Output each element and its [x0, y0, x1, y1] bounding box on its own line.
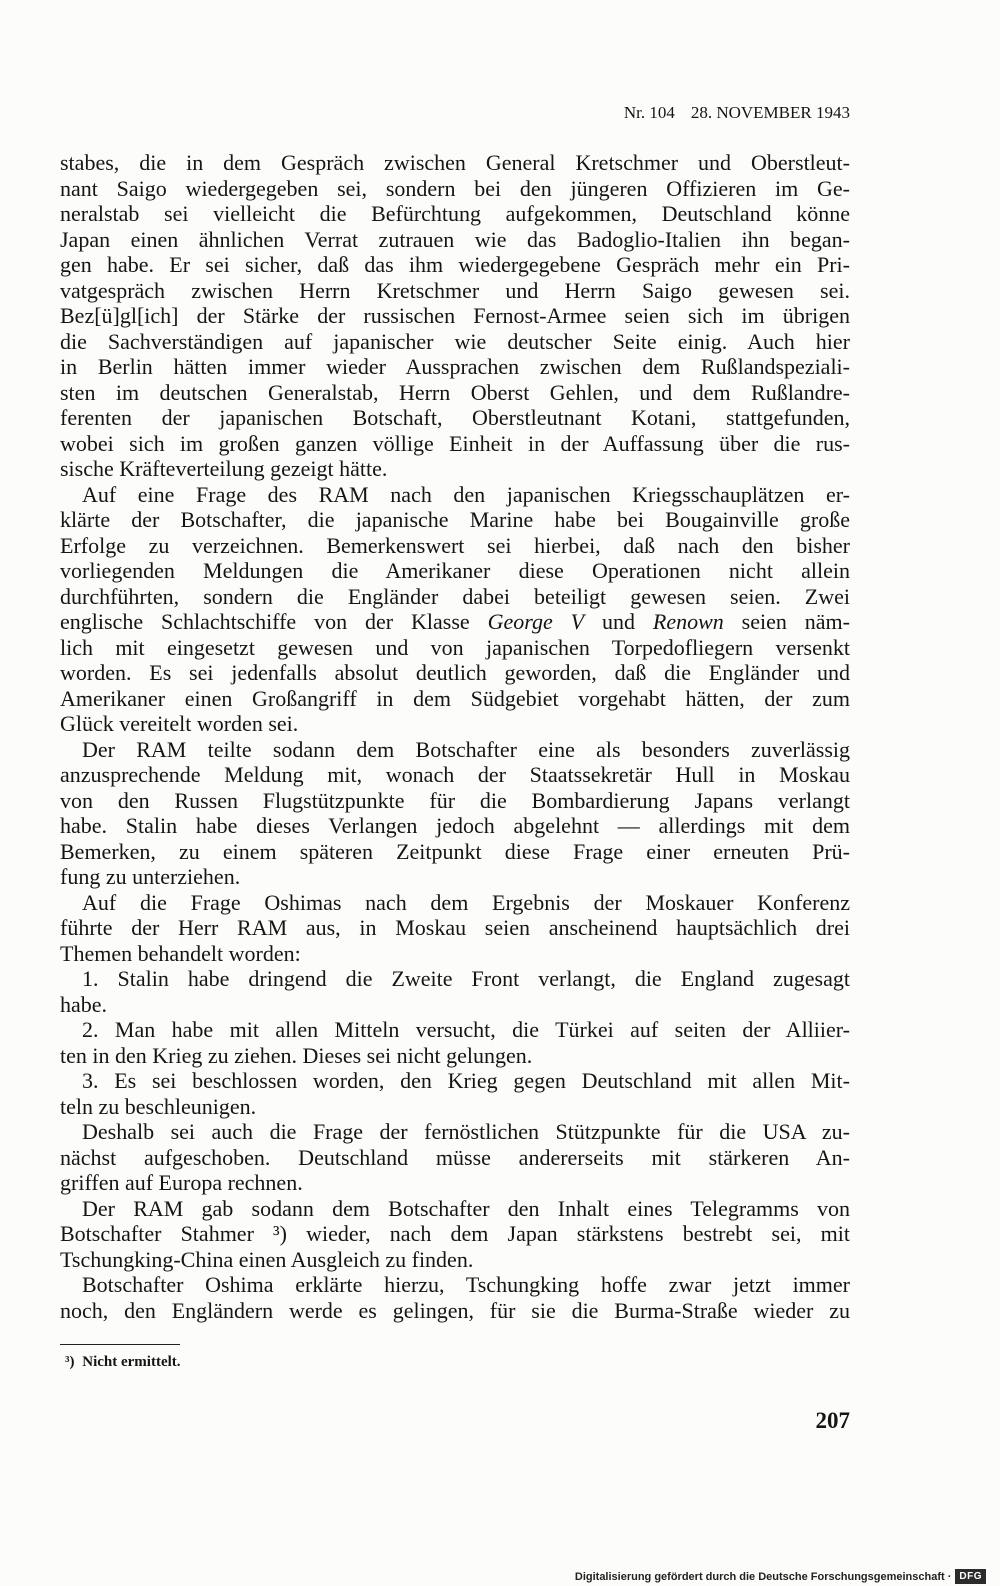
paragraph — [60, 1119, 850, 1196]
text-line: englische Schlachtschiffe von der Klasse George V und Renown seien näm- — [60, 609, 850, 634]
text-line: nant Saigo wiedergegeben sei, sondern bei den jüngeren Offizieren im Ge- — [60, 175, 850, 201]
credit-text: Digitalisierung gefördert durch die Deutsche Forschungsgemeinschaft · — [574, 1570, 952, 1583]
footnote — [65, 1353, 181, 1371]
text-line: ferenten der japanischen Botschaft, Oberstleutnant Kotani, stattgefunden, — [60, 405, 850, 430]
body-text — [60, 150, 850, 1323]
paragraph — [60, 150, 850, 482]
text-line: Auf eine Frage des RAM nach den japanischen Kriegsschauplätzen er- — [82, 481, 850, 507]
text-line: Themen behandelt worden: — [60, 940, 301, 966]
document-number: Nr. 104 — [623, 103, 675, 122]
text-line: sische Kräfteverteilung gezeigt hätte. — [60, 456, 388, 481]
footnote-marker: ³) — [65, 1354, 75, 1370]
document-date: 28. NOVEMBER 1943 — [690, 103, 850, 122]
text-line: noch, den Engländern werde es gelingen, für sie die Burma-Straße wieder zu — [60, 1297, 850, 1323]
text-line: wobei sich im großen ganzen völlige Einheit in der Auffassung über die rus- — [60, 430, 850, 456]
text-line: führte der Herr RAM aus, in Moskau seien anscheinend hauptsächlich drei — [60, 915, 850, 940]
text-line: Auf die Frage Oshimas nach dem Ergebnis der Moskauer Konferenz — [82, 889, 850, 915]
text-line: worden. Es sei jedenfalls absolut deutlich geworden, daß die Engländer und — [60, 660, 850, 685]
text-line: in Berlin hätten immer wieder Aussprachen zwischen dem Rußlandspeziali- — [60, 354, 850, 379]
running-header — [624, 103, 850, 123]
text-line: Bemerken, zu einem späteren Zeitpunkt diese Frage einer erneuten Prü- — [60, 838, 850, 864]
text-line: Deshalb sei auch die Frage der fernöstlichen Stützpunkte für die USA zu- — [82, 1119, 850, 1144]
text-line: klärte der Botschafter, die japanische Marine habe bei Bougainville große — [60, 507, 850, 532]
page-number: 207 — [815, 1408, 850, 1433]
text-line: von den Russen Flugstützpunkte für die Bombardierung Japans verlangt — [60, 787, 850, 813]
text-line: fung zu unterziehen. — [60, 864, 241, 889]
paragraph — [60, 1068, 850, 1119]
text-line: Botschafter Oshima erklärte hierzu, Tschungking hoffe zwar jetzt immer — [82, 1272, 850, 1297]
footnote-divider — [60, 1344, 180, 1345]
text-line: 3. Es sei beschlossen worden, den Krieg gegen Deutschland mit allen Mit- — [82, 1068, 850, 1093]
paragraph — [60, 890, 850, 967]
digitization-credit — [575, 1569, 986, 1584]
text-line: Der RAM gab sodann dem Botschafter den Inhalt eines Telegramms von — [82, 1195, 850, 1221]
text-line: Glück vereitelt worden sei. — [60, 711, 299, 736]
text-line: ten in den Krieg zu ziehen. Dieses sei nicht gelungen. — [60, 1042, 533, 1068]
text-line: nächst aufgeschoben. Deutschland müsse andererseits mit stärkeren An- — [60, 1144, 850, 1170]
text-line: Bez[ü]gl[ich] der Stärke der russischen Fernost-Armee seien sich im übrigen — [60, 303, 850, 328]
text-line: 2. Man habe mit allen Mitteln versucht, die Türkei auf seiten der Alliier- — [82, 1017, 850, 1042]
text-line: habe. Stalin habe dieses Verlangen jedoch abgelehnt — allerdings mit dem — [60, 813, 850, 838]
text-line: Botschafter Stahmer ³) wieder, nach dem Japan stärkstens bestrebt sei, mit — [60, 1221, 850, 1246]
dfg-logo: DFG — [955, 1569, 986, 1584]
text-line: sten im deutschen Generalstab, Herrn Oberst Gehlen, und dem Rußlandre- — [60, 379, 850, 405]
text-line: Amerikaner einen Großangriff in dem Südgebiet vorgehabt hätten, der zum — [60, 685, 850, 711]
text-line: habe. — [60, 991, 108, 1017]
italic-text: George V — [487, 609, 585, 634]
paragraph — [60, 966, 850, 1017]
text-line: Japan einen ähnlichen Verrat zutrauen wie das Badoglio-Italien ihn began- — [60, 226, 850, 252]
text-line: stabes, die in dem Gespräch zwischen General Kretschmer und Oberstleut- — [60, 150, 850, 175]
text-line: gen habe. Er sei sicher, daß das ihm wiedergegebene Gespräch mehr ein Pri- — [60, 252, 850, 277]
text-line: durchführten, sondern die Engländer dabei beteiligt gewesen seien. Zwei — [60, 583, 850, 609]
paragraph — [60, 1017, 850, 1068]
text-line: lich mit eingesetzt gewesen und von japanischen Torpedofliegern versenkt — [60, 634, 850, 660]
text-line: Tschungking-China einen Ausgleich zu finden. — [60, 1246, 474, 1272]
footnote-text: Nicht ermittelt. — [82, 1354, 181, 1370]
paragraph — [60, 737, 850, 890]
italic-text: Renown — [652, 609, 724, 634]
paragraph — [60, 1272, 850, 1323]
paragraph — [60, 482, 850, 737]
text-line: anzusprechende Meldung mit, wonach der Staatssekretär Hull in Moskau — [60, 762, 850, 787]
text-line: vorliegenden Meldungen die Amerikaner diese Operationen nicht allein — [60, 558, 850, 583]
text-line: 1. Stalin habe dringend die Zweite Front verlangt, die England zugesagt — [82, 966, 850, 991]
text-line: neralstab sei vielleicht die Befürchtung aufgekommen, Deutschland könne — [60, 201, 850, 226]
text-line: vatgespräch zwischen Herrn Kretschmer und Herrn Saigo gewesen sei. — [60, 277, 850, 303]
text-line: Erfolge zu verzeichnen. Bemerkenswert sei hierbei, daß nach den bisher — [60, 532, 850, 558]
paragraph — [60, 1196, 850, 1273]
text-line: die Sachverständigen auf japanischer wie deutscher Seite einig. Auch hier — [60, 328, 850, 354]
text-line: griffen auf Europa rechnen. — [60, 1170, 303, 1195]
text-line: teln zu beschleunigen. — [60, 1093, 257, 1119]
text-line: Der RAM teilte sodann dem Botschafter eine als besonders zuverlässig — [82, 736, 850, 762]
